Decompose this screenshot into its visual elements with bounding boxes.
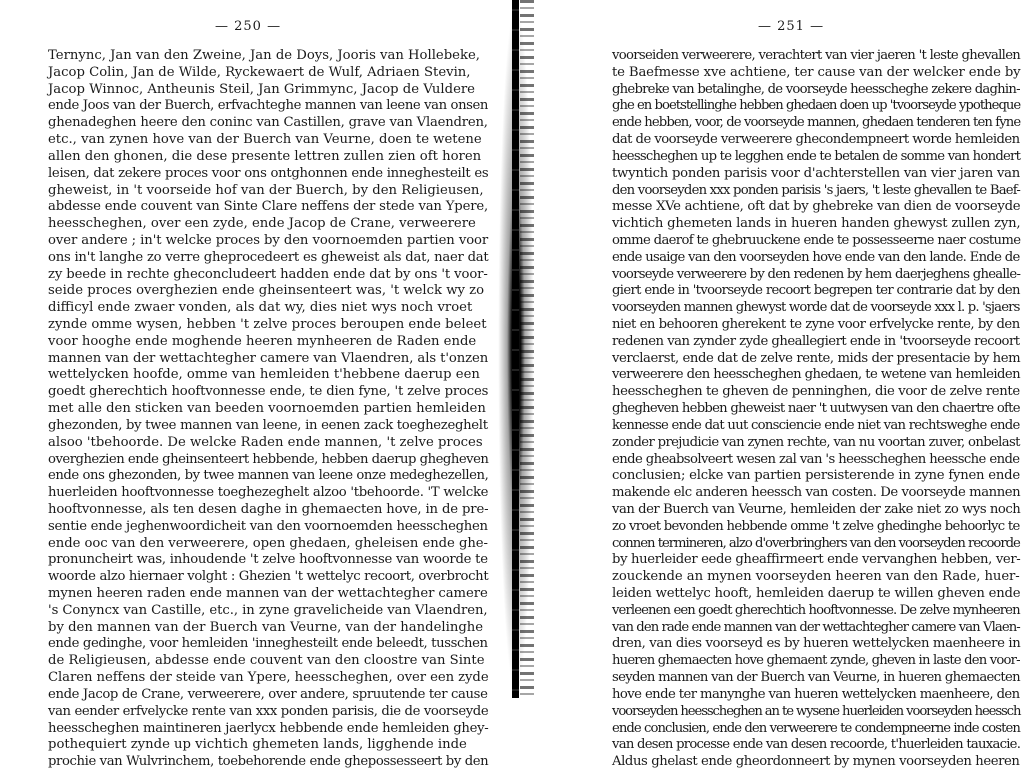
text-line: zynde omme wysen, hebben 't zelve proces beroupen ende beleet <box>48 317 487 332</box>
text-line: van desen processe ende van desen recoorde, t'huerleiden tauxacie. <box>612 737 1021 753</box>
text-line: verclaerst, ende dat de zelve rente, mids der presentacie by hem <box>612 350 1021 366</box>
text-line: den voorseyden xxx ponden parisis 's jaers, 't leste ghevallen te Baef- <box>612 182 1021 198</box>
text-line: niet en behooren gherekent te zyne voor erfvelycke rente, by den <box>612 317 1020 332</box>
text-line: de Religieusen, abdesse ende couvent van den cloostre van Sinte <box>48 653 485 669</box>
text-line: ghenadeghen heere den coninc van Castillen, grave van Vlaendren, <box>48 115 488 131</box>
text-line: twyntich ponden parisis voor d'achterstellen van vier jaren van <box>612 165 1021 181</box>
text-line: ende conclusien, ende den verweerere te condempneerne inde costen <box>612 720 1020 736</box>
text-line: ende hebben, voor, de voorseyde mannen, ghedaen tenderen ten fyne <box>612 115 1021 131</box>
text-line: seyden mannen van der Buerch van Veurne, in hueren ghemaecten <box>612 670 1020 686</box>
text-line: voorseyde verweerere by den redenen by hem daerjeghens gheallе- <box>612 266 1021 282</box>
text-line: prochie van Wulvrinchem, toebehorende ende ghepossesseert by den <box>48 754 489 770</box>
text-line: te Baefmesse xve achtiene, ter cause van der welcker ende by <box>612 64 1021 80</box>
text-line: hove ende ter manynghe van hueren wettelycken maenheere, den <box>612 686 1020 702</box>
text-line: Ternync, Jan van den Zweine, Jan de Doys, Jooris van Hollebeke, <box>48 48 480 63</box>
text-line: pronuncheirt was, inhoudende 't zelve hooftvonnesse van woorde te <box>48 552 488 568</box>
text-line: Aldus ghelast ende gheordonneert by mynen voorseyden heeren <box>612 754 1020 770</box>
text-line: mynen heeren raden ende mannen van der wettachtegher camere <box>48 586 488 601</box>
text-line: abdesse ende couvent van Sinte Clare neffens der stede van Ypere, <box>48 199 489 215</box>
text-line: omme daerof te ghebruuckene ende te possesseerne naer costume <box>612 232 1021 248</box>
text-line: leisen, dat zekere proces voor ons ontghonnen ende inneghesteilt es <box>48 165 489 181</box>
text-line: connen termineren, alzo d'overbringhers van den voorseyden recoorde <box>612 535 1020 551</box>
text-line: woorde alzo hiernaer volght : Ghezien 't wettelyc recoort, overbrocht <box>48 569 489 585</box>
text-line: Jacop Colin, Jan de Wilde, Ryckewaert de Wulf, Adriaen Stevin, <box>48 64 471 80</box>
text-line: ende ons ghezonden, by twee mannen van leene onze medeghezellen, <box>48 468 489 484</box>
text-line: by den mannen van der Buerch van Veurne, van der handelinghe <box>48 619 484 635</box>
text-line: hueren ghemaecten hove ghemaent zynde, gheven in laste den voor- <box>612 653 1020 669</box>
text-line: gheweist, in 't voorseide hof van der Buerch, by den Religieusen, <box>48 182 484 198</box>
text-line: heesscheghen te gheven de penninghen, die voor de zelve rente <box>612 384 1020 400</box>
text-line: voorseiden verweerere, verachtert van vier jaeren 't leste ghevallen <box>612 48 1021 63</box>
text-line: difficyl ende zwaer vonden, als dat wy, dies niet wys noch vroet <box>48 300 473 316</box>
text-line: verweerere den heesscheghen ghedaen, te wetene van hemleiden <box>612 367 1021 383</box>
text-line: goedt gherechtich hooftvonnesse ende, te dien fyne, 't zelve proces <box>48 384 489 400</box>
right-page-number: — 251 — <box>758 19 825 34</box>
text-line: hooftvonnesse, als ten desen daghe in ghemaecten hove, in de pre- <box>48 501 489 517</box>
text-line: zonder prejudicie van zynen rechte, van nu voortan zuver, onbelast <box>612 434 1020 450</box>
left-page-body <box>48 48 488 771</box>
text-line: mannen van der wettachtegher camere van Vlaendren, als t'onzen <box>48 350 489 366</box>
text-line: sentie ende jeghenwoordicheit van den voornoemden heesscheghen <box>48 518 488 534</box>
text-line: voorseyden heesscheghen an te wysene huerleiden voorseyden heessch <box>612 703 1021 719</box>
text-line: ende usaige van den voorseyden hove ende van den lande. Ende de <box>612 249 1020 265</box>
text-line: zo vroet bevonden hebbende omme 't zelve ghedinghe behoorlyc te <box>612 518 1020 534</box>
text-line: voorseyden mannen ghewyst worde dat de voorseyde xxx l. p. 'sjaers <box>612 300 1020 316</box>
text-line: van den rade ende mannen van der wettachtegher camere van Vlaen- <box>612 619 1020 635</box>
text-line: redenen van zynder zyde gheallegiert ende in 'tvoorseyde recoort <box>612 333 1020 349</box>
text-line: ende ooc van den verweerere, open ghedaen, gheleisen ende ghe- <box>48 535 488 551</box>
text-line: etc., van zynen hove van der Buerch van Veurne, doen te wetene <box>48 132 482 148</box>
text-line: ende Joos van der Buerch, erfvachteghe mannen van leene van onsen <box>48 98 489 114</box>
text-line: conclusien; elcke van partien persisterende in zyne fynen ende <box>612 468 1020 484</box>
text-line: kennesse ende dat uut consciencie ende niet van rechtsweghe ende <box>612 417 1020 433</box>
text-line: leiden wettelyc hooft, hemleiden daerup te willen gheven ende <box>612 586 1021 601</box>
text-line: dat de voorseyde verweerere ghecondempneert worde hemleiden <box>612 132 1020 148</box>
text-line: alsoo 'tbehoorde. De welcke Raden ende mannen, 't zelve proces <box>48 434 483 450</box>
text-line: dren, van dies voorseyd es by hueren wettelycken maenheere in <box>612 636 1021 652</box>
text-line: voor hooghe ende moghende heeren mynheeren de Raden ende <box>48 333 477 349</box>
text-line: vichtich ghemeten lands in hueren handen ghewyst zullen zyn, <box>612 216 1021 232</box>
left-page <box>0 0 505 770</box>
text-line: allen den ghonen, die dese presente lettren zullen zien oft horen <box>48 148 482 164</box>
text-line: giert ende in 'tvoorseyde recoort begrepen ter contrarie dat by den <box>612 283 1020 299</box>
text-line: heesscheghen, over een zyde, ende Jacop de Crane, verweerere <box>48 216 476 232</box>
left-page-number: — 250 — <box>215 19 282 34</box>
text-line: Claren neffens der steide van Ypere, heesscheghen, over een zyde <box>48 670 489 686</box>
text-line: ghebreke van betalinghe, de voorseyde heesscheghe zekere daghin- <box>612 81 1020 97</box>
text-line: makende elc anderen heessch van costen. De voorseyde mannen <box>612 485 1021 501</box>
text-line: huerleiden hooftvonnesse toeghezeghelt alzoo 'tbehoorde. 'T welcke <box>48 485 489 501</box>
text-line: zouckende an mynen voorseyden heeren van den Rade, huer- <box>612 569 1020 585</box>
text-line: overghezien ende gheinsenteert hebbende, hebben daerup ghegheven <box>48 451 489 467</box>
text-line: ghezonden, by twee mannen van leene, in eenen zack toeghezeghelt <box>48 417 488 433</box>
text-line: van eender erfvelycke rente van xxx ponden parisis, die de voorseyde <box>48 703 489 719</box>
text-line: ende Jacop de Crane, verweerere, over andere, spruutende ter cause <box>48 686 488 702</box>
text-line: verleenen een goedt gherechtich hooftvonnesse. De zelve mynheeren <box>612 602 1020 618</box>
text-line: 's Conyncx van Castille, etc., in zyne gravelicheide van Vlaendren, <box>48 602 488 618</box>
text-line: messe XVe achtiene, oft dat by ghebreke van dien de voorseyde <box>612 199 1021 215</box>
text-line: zy beede in rechte gheconcludeert hadden ende dat by ons 't voor- <box>48 266 488 282</box>
text-line: ghe en boetstellinghe hebben ghedaen doen up 'tvoorseyde ypotheque <box>612 98 1021 114</box>
text-line: ghegheven hebben gheweist naer 't uutwysen van den chaertre ofte <box>612 401 1020 417</box>
right-page <box>528 0 1024 770</box>
text-line: met alle den sticken van beeden voornoemden partien hemleiden <box>48 401 486 417</box>
text-line: over andere ; in't welcke proces by den voornoemden partien voor <box>48 232 489 248</box>
text-line: ons in't langhe zo verre gheprocedeert es gheweist als dat, naer dat <box>48 249 489 265</box>
text-line: by huerleider eede gheaffirmeert ende vervanghen hebben, ver- <box>612 552 1021 568</box>
text-line: Jacop Winnoc, Antheunis Steil, Jan Grimmync, Jacop de Vuldere <box>48 81 475 97</box>
text-line: heesscheghen maintineren jaerlycx hebbende ende hemleiden ghey- <box>48 720 489 736</box>
right-page-body <box>612 48 1020 771</box>
text-line: wettelycken hoofde, omme van hemleiden t'hebbene daerup een <box>48 367 480 383</box>
text-line: ende gheabsolveert wesen zal van 's heesscheghen heessche ende <box>612 451 1020 467</box>
text-line: seide proces overghezien ende gheinsenteert was, 't welck wy zo <box>48 283 485 299</box>
text-line: van der Buerch van Veurne, hemleiden der zake niet zo wys noch <box>612 501 1021 517</box>
text-line: ende gedinghe, voor hemleiden 'inneghesteilt ende beleedt, tusschen <box>48 636 488 652</box>
text-line: heesscheghen up te legghen ende te betalen de somme van hondert <box>612 148 1021 164</box>
text-line: pothequiert zynde up vichtich ghemeten lands, ligghende inde <box>48 737 467 753</box>
